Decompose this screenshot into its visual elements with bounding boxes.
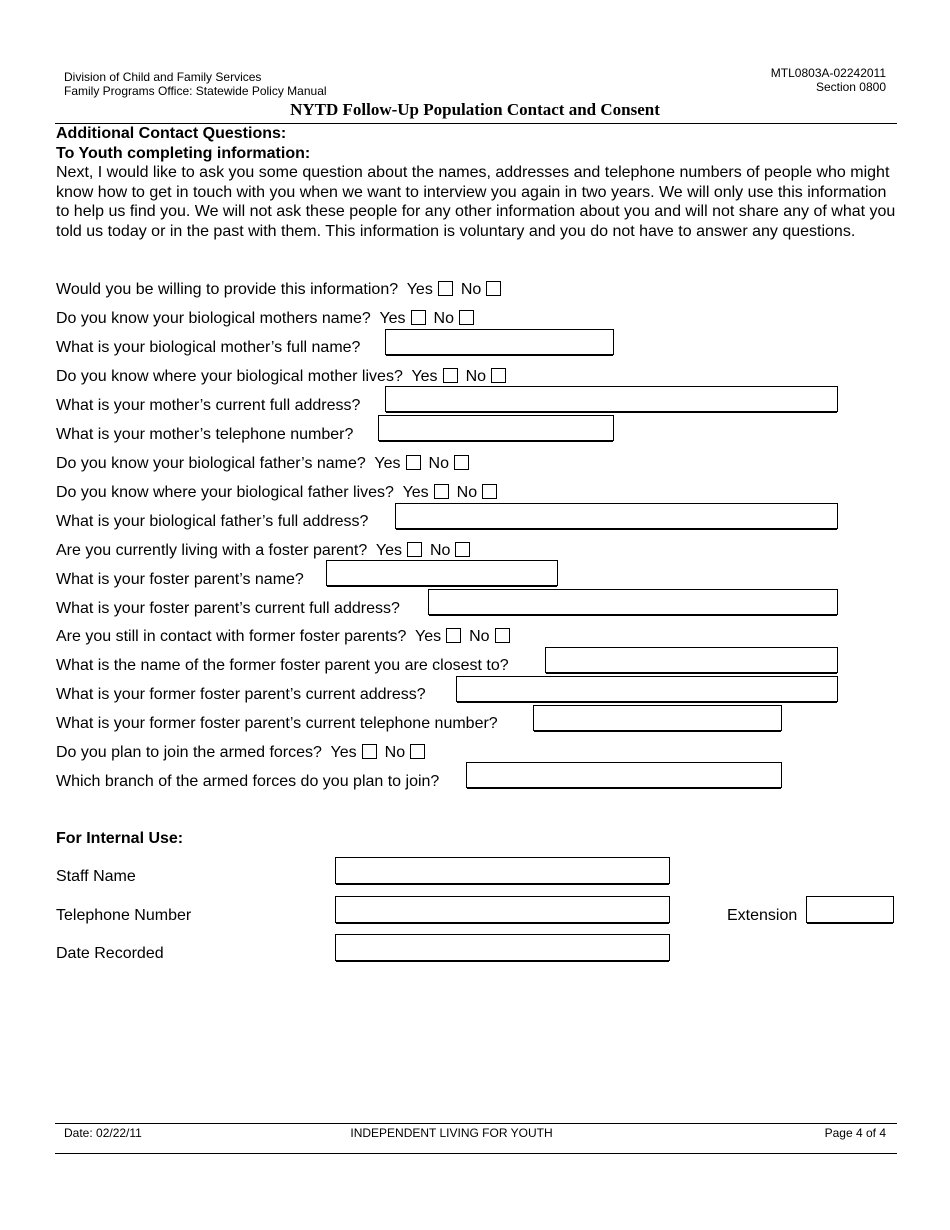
question-mother-full-name: What is your biological mother’s full name? (56, 339, 361, 356)
question-foster-parent-address: What is your foster parent’s current full address? (56, 600, 400, 617)
doc-reference (771, 66, 886, 94)
question-armed-forces-branch: Which branch of the armed forces do you plan to join? (56, 773, 440, 790)
question-mother-address: What is your mother’s current full address? (56, 397, 361, 414)
armed-forces-branch-field[interactable] (466, 762, 782, 788)
question-armed-forces (56, 743, 433, 763)
question-living-foster-parent (56, 541, 478, 561)
footer-page-number: Page 4 of 4 (824, 1126, 886, 1140)
know-father-name-yes-checkbox[interactable] (406, 455, 421, 470)
contact-former-foster-yes-checkbox[interactable] (446, 628, 461, 643)
footer-date: Date: 02/22/11 (64, 1126, 142, 1140)
staff-name-field[interactable] (335, 857, 670, 884)
yes-label: Yes (406, 281, 433, 298)
yes-label: Yes (411, 368, 438, 385)
father-address-field[interactable] (395, 503, 838, 529)
question-text: Are you currently living with a foster parent? (56, 542, 368, 559)
question-know-mother-name (56, 309, 482, 329)
question-text: Do you know your biological father’s name? (56, 455, 366, 472)
know-mother-name-yes-checkbox[interactable] (411, 310, 426, 325)
extension-field[interactable] (806, 896, 894, 923)
question-know-father-lives (56, 483, 505, 503)
org-header (64, 70, 327, 98)
page-title: NYTD Follow-Up Population Contact and Consent (290, 100, 660, 119)
question-know-father-name (56, 454, 477, 474)
no-label: No (460, 281, 482, 298)
no-label: No (433, 310, 454, 327)
question-foster-parent-name: What is your foster parent’s name? (56, 571, 304, 588)
doc-id: MTL0803A-02242011 (770, 66, 886, 80)
contact-former-foster-no-checkbox[interactable] (495, 628, 510, 643)
no-label: No (428, 455, 449, 472)
no-label: No (429, 542, 451, 559)
question-contact-former-foster (56, 627, 518, 647)
know-father-lives-yes-checkbox[interactable] (434, 484, 449, 499)
heading-additional-contact: Additional Contact Questions: (56, 125, 287, 142)
question-mother-telephone: What is your mother’s telephone number? (56, 426, 354, 443)
question-former-foster-telephone: What is your former foster parent’s current telephone number? (56, 715, 498, 732)
question-text: Do you know your biological mothers name? (56, 310, 371, 327)
mother-full-name-field[interactable] (385, 329, 614, 355)
former-foster-telephone-field[interactable] (533, 705, 782, 731)
telephone-number-field[interactable] (335, 896, 670, 923)
question-text: Would you be willing to provide this information? (56, 281, 399, 298)
mother-telephone-field[interactable] (378, 415, 614, 441)
foster-parent-address-field[interactable] (428, 589, 838, 615)
know-mother-name-no-checkbox[interactable] (459, 310, 474, 325)
question-former-foster-address: What is your former foster parent’s current address? (56, 686, 426, 703)
armed-forces-yes-checkbox[interactable] (362, 744, 377, 759)
date-recorded-label: Date Recorded (56, 945, 164, 962)
staff-name-label: Staff Name (56, 868, 136, 885)
footer-bottom-divider (55, 1153, 897, 1154)
section-label: Section 0800 (815, 80, 886, 94)
know-father-name-no-checkbox[interactable] (454, 455, 469, 470)
extension-label: Extension (727, 907, 798, 924)
question-text: Do you know where your biological father lives? (56, 484, 394, 501)
yes-label: Yes (379, 310, 406, 327)
willing-no-checkbox[interactable] (486, 281, 501, 296)
question-text: Are you still in contact with former foster parents? (56, 628, 407, 645)
mother-address-field[interactable] (385, 386, 838, 412)
living-foster-no-checkbox[interactable] (455, 542, 470, 557)
footer-program: INDEPENDENT LIVING FOR YOUTH (350, 1126, 553, 1140)
living-foster-yes-checkbox[interactable] (407, 542, 422, 557)
date-recorded-field[interactable] (335, 934, 670, 961)
no-label: No (456, 484, 478, 501)
question-willing (56, 280, 509, 300)
heading-to-youth: To Youth completing information: (56, 145, 311, 162)
question-father-address: What is your biological father’s full address? (56, 513, 369, 530)
org-line-1: Division of Child and Family Services (64, 70, 262, 84)
willing-yes-checkbox[interactable] (438, 281, 453, 296)
org-line-2: Family Programs Office: Statewide Policy Manual (64, 84, 327, 98)
no-label: No (465, 368, 487, 385)
foster-parent-name-field[interactable] (326, 560, 558, 586)
know-father-lives-no-checkbox[interactable] (482, 484, 497, 499)
footer-top-divider (55, 1123, 897, 1124)
question-know-mother-lives (56, 367, 514, 387)
closest-former-foster-field[interactable] (545, 647, 838, 673)
intro-paragraph: Next, I would like to ask you some question about the names, addresses and telephone numbers of people who might know how to get in touch with you when we want to interview you again in two years. We will only use this information to help us find you. We will not ask these people for any other information about you and will not share any of what you told us today or in the past with them. This information is voluntary and you do not have to answer any questions. (56, 164, 896, 241)
yes-label: Yes (402, 484, 429, 501)
no-label: No (384, 744, 406, 761)
yes-label: Yes (330, 744, 357, 761)
internal-use-heading: For Internal Use: (56, 830, 184, 847)
yes-label: Yes (414, 628, 442, 645)
know-mother-lives-no-checkbox[interactable] (491, 368, 506, 383)
telephone-number-label: Telephone Number (56, 907, 192, 924)
know-mother-lives-yes-checkbox[interactable] (443, 368, 458, 383)
armed-forces-no-checkbox[interactable] (410, 744, 425, 759)
yes-label: Yes (375, 542, 402, 559)
former-foster-address-field[interactable] (456, 676, 838, 702)
question-closest-former-foster: What is the name of the former foster parent you are closest to? (56, 657, 509, 674)
question-text: Do you plan to join the armed forces? (56, 744, 322, 761)
no-label: No (469, 628, 490, 645)
yes-label: Yes (374, 455, 401, 472)
question-text: Do you know where your biological mother lives? (56, 368, 403, 385)
